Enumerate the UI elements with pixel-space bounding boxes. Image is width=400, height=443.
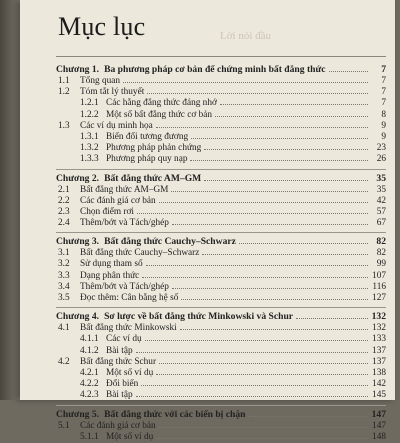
- toc-chapter-row: [56, 64, 386, 76]
- toc-entry-number: 2.1: [58, 184, 70, 195]
- toc-dot-leader: [156, 438, 368, 439]
- toc-dot-leader: [191, 138, 368, 139]
- toc-page-number: 35: [376, 172, 386, 184]
- toc-subsection-row: [56, 334, 386, 345]
- toc-entry-title: Thêm/bớt và Tách/ghép: [80, 218, 169, 229]
- toc-subsection-row: [56, 346, 386, 357]
- toc-dot-leader: [141, 385, 368, 386]
- toc-section-row: [56, 259, 386, 270]
- toc-page-number: 147: [372, 420, 386, 431]
- toc-dot-leader: [329, 71, 368, 72]
- toc-page-number: 127: [372, 293, 386, 303]
- toc-page-number: 67: [376, 218, 386, 229]
- toc-section-row: [56, 271, 386, 282]
- page-title: Mục lục: [58, 12, 146, 41]
- toc-entry-number: 4.2.2: [80, 379, 99, 390]
- toc-page-number: 147: [371, 408, 386, 420]
- toc-dot-leader: [146, 265, 368, 266]
- toc-dot-leader: [190, 160, 368, 161]
- toc-entry-number: 5.1.1: [80, 431, 99, 442]
- toc-entry-number: 1.3.1: [80, 131, 99, 142]
- toc-page-number: 57: [376, 206, 386, 217]
- toc-page-number: 137: [372, 356, 386, 367]
- toc-entry-title: Các đánh giá cơ bản: [80, 420, 156, 431]
- toc-subsection-row: [56, 110, 386, 121]
- toc-entry-number: 4.2.3: [80, 390, 99, 401]
- toc-subsection-row: [56, 154, 386, 165]
- toc-page-number: 116: [372, 281, 386, 292]
- toc-dot-leader: [159, 363, 368, 364]
- toc-dot-leader: [239, 243, 368, 244]
- toc-dot-leader: [123, 82, 368, 83]
- toc-entry-title: Thêm/bớt và Tách/ghép: [80, 281, 169, 292]
- toc-section-row: [56, 282, 386, 293]
- toc-page-number: 35: [376, 184, 386, 195]
- toc-entry-number: Chương 4.: [56, 311, 100, 323]
- toc-section-row: [56, 357, 386, 368]
- toc-entry-number: Chương 1.: [56, 64, 100, 75]
- toc-entry-number: 3.2: [58, 259, 70, 270]
- toc-page-number: 138: [372, 367, 386, 378]
- toc-entry-number: Chương 5.: [56, 408, 100, 420]
- toc-page-number: 26: [376, 154, 386, 165]
- toc-dot-leader: [142, 277, 368, 278]
- toc-chapter-row: [56, 236, 386, 248]
- toc-section-row: [56, 218, 386, 229]
- toc-dot-leader: [248, 416, 368, 417]
- toc-entry-number: 1.1: [58, 76, 70, 86]
- toc-entry-title: Bất đẳng thức AM–GM: [104, 172, 202, 184]
- toc-subsection-row: [56, 368, 386, 379]
- toc-page-number: 7: [381, 98, 386, 109]
- toc-entry-title: Dạng phân thức: [80, 270, 140, 281]
- toc-entry-title: Đổi biến: [106, 379, 139, 390]
- toc-section-row: [56, 121, 386, 132]
- toc-dot-leader: [136, 352, 368, 353]
- toc-entry-number: 1.2.1: [80, 98, 99, 109]
- toc-section-row: [56, 293, 386, 304]
- book-spine-shadow: [0, 0, 20, 400]
- toc-entry-title: Tổng quan: [80, 76, 121, 86]
- toc-dot-leader: [202, 254, 368, 255]
- toc-entry-title: Một số bất đẳng thức cơ bản: [106, 109, 213, 120]
- toc-entry-number: 4.1.2: [80, 345, 99, 356]
- toc-entry-title: Bất đẳng thức với các biến bị chặn: [104, 408, 246, 420]
- toc-dot-leader: [220, 104, 368, 105]
- toc-entry-title: Một số ví dụ: [106, 431, 154, 442]
- toc-section-row: [56, 207, 386, 218]
- toc-page-number: 99: [376, 259, 386, 270]
- toc-entry-title: Sử dụng tham số: [80, 259, 143, 270]
- toc-dot-leader: [159, 427, 368, 428]
- toc-dot-leader: [215, 116, 368, 117]
- toc-entry-number: 3.3: [58, 270, 70, 281]
- toc-entry-number: 3.1: [58, 248, 70, 259]
- chapter-divider: [56, 169, 386, 170]
- toc-entry-title: Các ví dụ: [106, 334, 142, 345]
- toc-page-number: 82: [376, 248, 386, 259]
- toc-page-number: 9: [381, 131, 386, 142]
- toc-entry-number: 3.4: [58, 281, 70, 292]
- book-page: [20, 0, 395, 442]
- toc-dot-leader: [136, 396, 368, 397]
- chapter-divider: [56, 232, 386, 233]
- toc-entry-number: 3.5: [58, 293, 70, 303]
- toc-subsection-row: [56, 390, 386, 401]
- toc-chapter-row: [56, 173, 386, 185]
- toc-entry-number: 4.1: [58, 323, 70, 334]
- toc-page-number: 148: [372, 431, 386, 442]
- toc-entry-title: Bất đẳng thức AM–GM: [80, 184, 169, 195]
- toc-subsection-row: [56, 379, 386, 390]
- toc-section-row: [56, 421, 386, 432]
- toc-entry-title: Bất đẳng thức Schur: [80, 356, 157, 367]
- toc-entry-number: 1.2: [58, 87, 70, 98]
- toc-page-number: 145: [372, 390, 386, 401]
- toc-subsection-row: [56, 432, 386, 443]
- toc-entry-title: Phương pháp phản chứng: [106, 143, 202, 154]
- toc-page-number: 7: [381, 76, 386, 86]
- toc-page-number: 7: [381, 87, 386, 98]
- toc-page-number: 23: [376, 143, 386, 154]
- toc-entry-title: Tóm tắt lý thuyết: [80, 87, 145, 98]
- toc-dot-leader: [204, 149, 368, 150]
- toc-page-number: 82: [376, 236, 386, 248]
- toc-page-number: 42: [376, 195, 386, 206]
- toc-page-number: 132: [371, 311, 386, 323]
- toc-entry-number: 1.2.2: [80, 109, 99, 120]
- bleed-through-text: Lời nói đầu: [220, 30, 272, 42]
- toc-subsection-row: [56, 143, 386, 154]
- toc-page-number: 107: [372, 270, 386, 281]
- toc-entry-title: Bất đẳng thức Cauchy–Schwarz: [80, 248, 200, 259]
- toc-section-row: [56, 185, 386, 196]
- toc-subsection-row: [56, 132, 386, 143]
- toc-page-number: 7: [381, 64, 386, 75]
- toc-entry-number: 4.2.1: [80, 367, 99, 378]
- toc-entry-number: 2.2: [58, 195, 70, 206]
- toc-entry-title: Bài tập: [106, 390, 133, 401]
- toc-dot-leader: [147, 93, 368, 94]
- toc-entry-title: Các hằng đẳng thức đáng nhớ: [106, 98, 217, 109]
- table-of-contents: [56, 61, 386, 443]
- toc-section-row: [56, 76, 386, 87]
- toc-entry-title: Các đánh giá cơ bản: [80, 195, 156, 206]
- toc-dot-leader: [296, 318, 368, 319]
- toc-entry-title: Sơ lược về bất đẳng thức Minkowski và Schur: [104, 311, 294, 323]
- toc-entry-number: 4.2: [58, 356, 70, 367]
- toc-entry-title: Đọc thêm: Cân bằng hệ số: [80, 293, 179, 303]
- toc-entry-title: Bất đẳng thức Cauchy–Schwarz: [104, 236, 236, 248]
- toc-dot-leader: [156, 374, 368, 375]
- toc-dot-leader: [156, 127, 368, 128]
- toc-entry-number: 2.4: [58, 218, 70, 229]
- toc-entry-title: Các ví dụ minh họa: [80, 120, 153, 131]
- toc-dot-leader: [145, 340, 368, 341]
- toc-dot-leader: [172, 288, 368, 289]
- toc-page-number: 8: [381, 109, 386, 120]
- toc-entry-title: Bài tập: [106, 345, 133, 356]
- toc-page-number: 137: [372, 345, 386, 356]
- toc-section-row: [56, 248, 386, 259]
- toc-entry-title: Biến đổi tương đương: [106, 131, 189, 142]
- toc-entry-number: Chương 3.: [56, 236, 100, 248]
- toc-entry-title: Chọn điểm rơi: [80, 206, 134, 217]
- toc-dot-leader: [137, 213, 368, 214]
- toc-dot-leader: [181, 299, 368, 300]
- toc-dot-leader: [171, 191, 368, 192]
- toc-entry-number: 1.3.2: [80, 143, 99, 154]
- toc-entry-number: Chương 2.: [56, 172, 100, 184]
- toc-entry-title: Bất đẳng thức Minkowski: [80, 323, 177, 334]
- toc-entry-number: 4.1.1: [80, 334, 99, 345]
- chapter-divider: [56, 307, 386, 308]
- toc-entry-number: 5.1: [58, 420, 70, 431]
- toc-chapter-row: [56, 311, 386, 323]
- toc-section-row: [56, 87, 386, 98]
- chapter-divider: [56, 405, 386, 406]
- toc-entry-number: 1.3: [58, 120, 70, 131]
- toc-section-row: [56, 196, 386, 207]
- toc-entry-number: 1.3.3: [80, 154, 99, 165]
- toc-entry-title: Một số ví dụ: [106, 367, 154, 378]
- toc-dot-leader: [172, 224, 368, 225]
- toc-dot-leader: [180, 329, 368, 330]
- toc-section-row: [56, 323, 386, 334]
- toc-page-number: 142: [372, 379, 386, 390]
- title-divider: [56, 56, 386, 57]
- toc-page-number: 133: [372, 334, 386, 345]
- toc-page-number: 132: [372, 323, 386, 334]
- toc-dot-leader: [159, 202, 368, 203]
- toc-entry-number: 2.3: [58, 206, 70, 217]
- toc-dot-leader: [204, 180, 368, 181]
- toc-entry-title: Phương pháp quy nạp: [106, 154, 188, 165]
- toc-subsection-row: [56, 98, 386, 109]
- toc-chapter-row: [56, 409, 386, 421]
- toc-page-number: 9: [381, 120, 386, 131]
- toc-entry-title: Ba phương pháp cơ bản để chứng minh bất đẳng thức: [104, 64, 326, 75]
